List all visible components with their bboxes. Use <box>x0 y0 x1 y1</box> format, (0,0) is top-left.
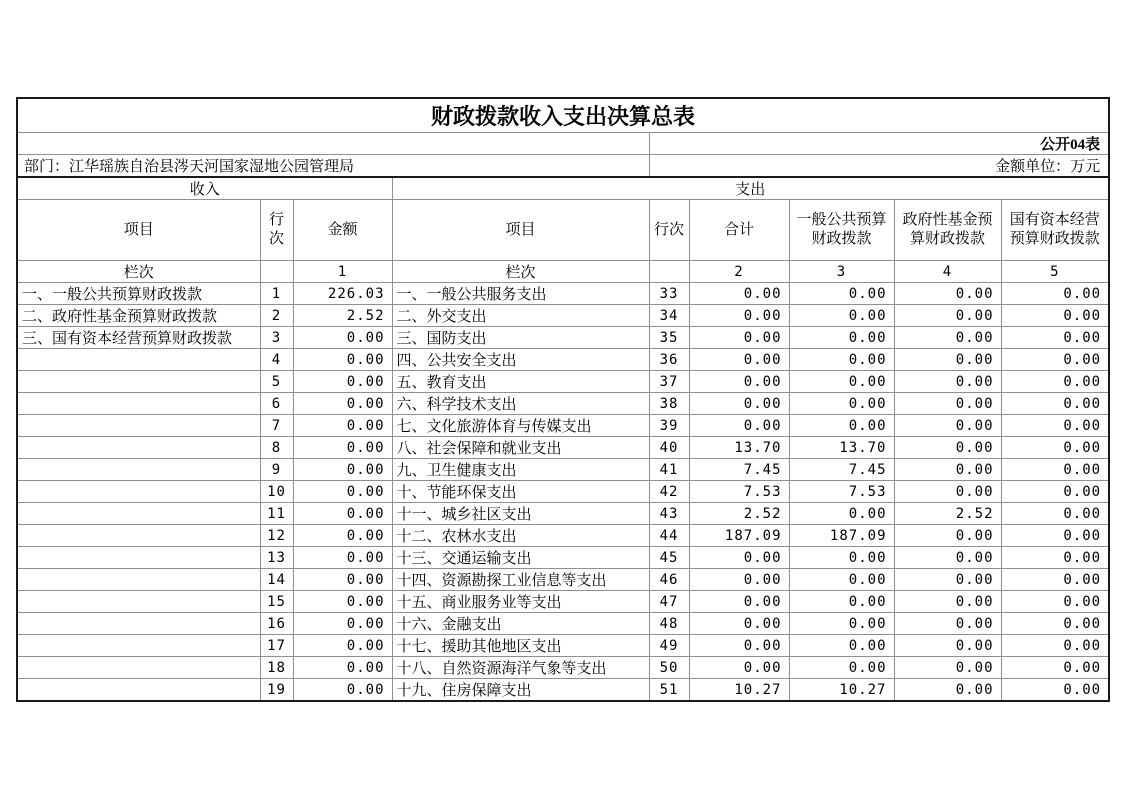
income-line-no-cell: 7 <box>260 415 293 437</box>
income-item-cell <box>17 613 260 635</box>
income-amount-cell: 0.00 <box>293 503 392 525</box>
income-column-no: 1 <box>293 261 392 283</box>
expense-fund-cell: 0.00 <box>894 613 1001 635</box>
income-line-no-cell: 18 <box>260 657 293 679</box>
column-index-spacer <box>260 261 293 283</box>
expense-fund-cell: 0.00 <box>894 305 1001 327</box>
income-amount-cell: 0.00 <box>293 657 392 679</box>
expense-item-cell: 一、一般公共服务支出 <box>392 283 649 305</box>
expense-total-cell: 0.00 <box>689 613 789 635</box>
expense-general-cell: 187.09 <box>789 525 894 547</box>
expense-line-no-cell: 50 <box>649 657 689 679</box>
expense-item-header: 项目 <box>392 200 649 261</box>
expense-capital-cell: 0.00 <box>1001 613 1109 635</box>
income-amount-cell: 0.00 <box>293 371 392 393</box>
income-item-cell <box>17 437 260 459</box>
expense-line-no-cell: 34 <box>649 305 689 327</box>
expense-general-cell: 0.00 <box>789 591 894 613</box>
expense-total-cell: 0.00 <box>689 327 789 349</box>
expense-total-cell: 0.00 <box>689 283 789 305</box>
expense-total-cell: 0.00 <box>689 393 789 415</box>
income-amount-cell: 0.00 <box>293 349 392 371</box>
income-amount-cell: 0.00 <box>293 525 392 547</box>
income-line-no-cell: 3 <box>260 327 293 349</box>
table-code-spacer <box>17 132 649 154</box>
expense-item-cell: 七、文化旅游体育与传媒支出 <box>392 415 649 437</box>
income-line-no-cell: 8 <box>260 437 293 459</box>
expense-fund-cell: 0.00 <box>894 349 1001 371</box>
income-item-cell <box>17 679 260 702</box>
expense-general-cell: 0.00 <box>789 393 894 415</box>
expense-capital-cell: 0.00 <box>1001 657 1109 679</box>
table-row <box>17 415 1109 437</box>
expense-line-no-cell: 49 <box>649 635 689 657</box>
table-row <box>17 613 1109 635</box>
expense-total-cell: 0.00 <box>689 547 789 569</box>
income-line-no-cell: 14 <box>260 569 293 591</box>
expense-general-cell: 0.00 <box>789 283 894 305</box>
income-item-cell <box>17 371 260 393</box>
expense-general-cell: 10.27 <box>789 679 894 702</box>
expense-general-cell: 0.00 <box>789 613 894 635</box>
expense-item-cell: 十、节能环保支出 <box>392 481 649 503</box>
expense-capital-cell: 0.00 <box>1001 305 1109 327</box>
income-line-no-cell: 15 <box>260 591 293 613</box>
expense-capital-cell: 0.00 <box>1001 393 1109 415</box>
table-row <box>17 481 1109 503</box>
expense-total-cell: 0.00 <box>689 569 789 591</box>
expense-line-no-cell: 46 <box>649 569 689 591</box>
expense-total-cell: 0.00 <box>689 371 789 393</box>
department-row <box>17 154 1109 177</box>
expense-line-no-cell: 39 <box>649 415 689 437</box>
income-amount-header: 金额 <box>293 200 392 261</box>
expense-capital-cell: 0.00 <box>1001 547 1109 569</box>
table-row <box>17 283 1109 305</box>
expense-capital-cell: 0.00 <box>1001 503 1109 525</box>
expense-line-no-cell: 35 <box>649 327 689 349</box>
income-amount-cell: 0.00 <box>293 393 392 415</box>
expense-column-no-5: 5 <box>1001 261 1109 283</box>
expense-line-no-cell: 33 <box>649 283 689 305</box>
expense-fund-cell: 0.00 <box>894 437 1001 459</box>
income-amount-cell: 2.52 <box>293 305 392 327</box>
income-item-cell: 一、一般公共预算财政拨款 <box>17 283 260 305</box>
expense-capital-cell: 0.00 <box>1001 525 1109 547</box>
table-row <box>17 657 1109 679</box>
expense-line-no-cell: 48 <box>649 613 689 635</box>
expense-capital-cell: 0.00 <box>1001 679 1109 702</box>
state-capital-budget-header: 国有资本经营预算财政拨款 <box>1001 200 1109 261</box>
expense-line-no-cell: 38 <box>649 393 689 415</box>
unit-label: 金额单位：万元 <box>649 154 1109 177</box>
income-item-cell <box>17 547 260 569</box>
income-amount-cell: 226.03 <box>293 283 392 305</box>
expense-fund-cell: 0.00 <box>894 327 1001 349</box>
income-amount-cell: 0.00 <box>293 547 392 569</box>
income-amount-cell: 0.00 <box>293 591 392 613</box>
expense-line-no-cell: 45 <box>649 547 689 569</box>
expense-capital-cell: 0.00 <box>1001 415 1109 437</box>
general-budget-header: 一般公共预算财政拨款 <box>789 200 894 261</box>
income-item-cell <box>17 459 260 481</box>
expense-fund-cell: 0.00 <box>894 569 1001 591</box>
expense-capital-cell: 0.00 <box>1001 459 1109 481</box>
income-item-cell <box>17 525 260 547</box>
expense-total-cell: 7.45 <box>689 459 789 481</box>
income-line-no-cell: 13 <box>260 547 293 569</box>
income-item-cell <box>17 481 260 503</box>
table-row <box>17 679 1109 702</box>
expense-section-banner: 支出 <box>392 177 1109 200</box>
expense-fund-cell: 0.00 <box>894 591 1001 613</box>
income-amount-cell: 0.00 <box>293 327 392 349</box>
income-item-cell: 三、国有资本经营预算财政拨款 <box>17 327 260 349</box>
expense-fund-cell: 0.00 <box>894 525 1001 547</box>
income-line-no-cell: 1 <box>260 283 293 305</box>
expense-fund-cell: 2.52 <box>894 503 1001 525</box>
expense-item-cell: 八、社会保障和就业支出 <box>392 437 649 459</box>
gov-fund-budget-header: 政府性基金预算财政拨款 <box>894 200 1001 261</box>
income-line-no-cell: 19 <box>260 679 293 702</box>
income-item-cell <box>17 657 260 679</box>
income-line-no-cell: 11 <box>260 503 293 525</box>
expense-fund-cell: 0.00 <box>894 415 1001 437</box>
table-row <box>17 591 1109 613</box>
expense-general-cell: 13.70 <box>789 437 894 459</box>
expense-fund-cell: 0.00 <box>894 635 1001 657</box>
expense-fund-cell: 0.00 <box>894 547 1001 569</box>
expense-capital-cell: 0.00 <box>1001 437 1109 459</box>
expense-general-cell: 7.53 <box>789 481 894 503</box>
expense-capital-cell: 0.00 <box>1001 569 1109 591</box>
section-banner-row <box>17 177 1109 200</box>
expense-total-cell: 187.09 <box>689 525 789 547</box>
expense-general-cell: 0.00 <box>789 503 894 525</box>
expense-item-cell: 九、卫生健康支出 <box>392 459 649 481</box>
expense-line-no-cell: 37 <box>649 371 689 393</box>
income-item-cell <box>17 415 260 437</box>
expense-total-cell: 0.00 <box>689 635 789 657</box>
table-row <box>17 503 1109 525</box>
income-amount-cell: 0.00 <box>293 437 392 459</box>
income-amount-cell: 0.00 <box>293 481 392 503</box>
table-row <box>17 305 1109 327</box>
expense-item-cell: 十四、资源勘探工业信息等支出 <box>392 569 649 591</box>
income-line-no-header: 行次 <box>260 200 293 261</box>
page-title: 财政拨款收入支出决算总表 <box>17 98 1109 132</box>
income-item-cell <box>17 503 260 525</box>
income-line-no-cell: 6 <box>260 393 293 415</box>
expense-fund-cell: 0.00 <box>894 481 1001 503</box>
income-item-cell: 二、政府性基金预算财政拨款 <box>17 305 260 327</box>
income-item-header: 项目 <box>17 200 260 261</box>
expense-total-cell: 10.27 <box>689 679 789 702</box>
expense-column-index-label: 栏次 <box>392 261 649 283</box>
income-line-no-cell: 10 <box>260 481 293 503</box>
expense-item-cell: 十五、商业服务业等支出 <box>392 591 649 613</box>
column-index-row <box>17 261 1109 283</box>
expense-total-cell: 0.00 <box>689 415 789 437</box>
expense-line-no-cell: 42 <box>649 481 689 503</box>
expense-fund-cell: 0.00 <box>894 657 1001 679</box>
expense-general-cell: 7.45 <box>789 459 894 481</box>
income-line-no-cell: 5 <box>260 371 293 393</box>
expense-line-no-header: 行次 <box>649 200 689 261</box>
expense-total-cell: 7.53 <box>689 481 789 503</box>
table-row <box>17 371 1109 393</box>
expense-column-no-3: 3 <box>789 261 894 283</box>
expense-line-no-cell: 51 <box>649 679 689 702</box>
expense-item-cell: 十二、农林水支出 <box>392 525 649 547</box>
title-row <box>17 98 1109 132</box>
expense-capital-cell: 0.00 <box>1001 481 1109 503</box>
expense-column-no-2: 2 <box>689 261 789 283</box>
expense-column-no-4: 4 <box>894 261 1001 283</box>
expense-total-cell: 2.52 <box>689 503 789 525</box>
table-row <box>17 569 1109 591</box>
expense-line-no-cell: 44 <box>649 525 689 547</box>
expense-general-cell: 0.00 <box>789 569 894 591</box>
expense-capital-cell: 0.00 <box>1001 635 1109 657</box>
expense-item-cell: 五、教育支出 <box>392 371 649 393</box>
expense-capital-cell: 0.00 <box>1001 591 1109 613</box>
expense-general-cell: 0.00 <box>789 657 894 679</box>
expense-capital-cell: 0.00 <box>1001 371 1109 393</box>
expense-item-cell: 十七、援助其他地区支出 <box>392 635 649 657</box>
table-code-label: 公开04表 <box>649 132 1109 154</box>
expense-item-cell: 十六、金融支出 <box>392 613 649 635</box>
expense-item-cell: 十九、住房保障支出 <box>392 679 649 702</box>
expense-total-cell: 0.00 <box>689 591 789 613</box>
expense-item-cell: 三、国防支出 <box>392 327 649 349</box>
income-section-banner: 收入 <box>17 177 392 200</box>
expense-line-no-cell: 36 <box>649 349 689 371</box>
department-label: 部门：江华瑶族自治县涔天河国家湿地公园管理局 <box>17 154 649 177</box>
income-line-no-cell: 17 <box>260 635 293 657</box>
expense-fund-cell: 0.00 <box>894 459 1001 481</box>
expense-fund-cell: 0.00 <box>894 283 1001 305</box>
income-amount-cell: 0.00 <box>293 569 392 591</box>
expense-general-cell: 0.00 <box>789 371 894 393</box>
expense-general-cell: 0.00 <box>789 327 894 349</box>
income-line-no-cell: 9 <box>260 459 293 481</box>
table-code-row <box>17 132 1109 154</box>
expense-capital-cell: 0.00 <box>1001 349 1109 371</box>
expense-general-cell: 0.00 <box>789 547 894 569</box>
income-amount-cell: 0.00 <box>293 415 392 437</box>
income-line-no-cell: 12 <box>260 525 293 547</box>
expense-general-cell: 0.00 <box>789 635 894 657</box>
expense-general-cell: 0.00 <box>789 415 894 437</box>
expense-general-cell: 0.00 <box>789 305 894 327</box>
expense-item-cell: 十三、交通运输支出 <box>392 547 649 569</box>
expense-item-cell: 二、外交支出 <box>392 305 649 327</box>
expense-fund-cell: 0.00 <box>894 371 1001 393</box>
income-amount-cell: 0.00 <box>293 635 392 657</box>
expense-fund-cell: 0.00 <box>894 679 1001 702</box>
income-line-no-cell: 2 <box>260 305 293 327</box>
income-item-cell <box>17 591 260 613</box>
income-item-cell <box>17 569 260 591</box>
income-item-cell <box>17 393 260 415</box>
column-index-spacer <box>649 261 689 283</box>
expense-line-no-cell: 41 <box>649 459 689 481</box>
fiscal-appropriation-table <box>16 97 1110 702</box>
expense-total-cell: 13.70 <box>689 437 789 459</box>
expense-capital-cell: 0.00 <box>1001 283 1109 305</box>
table-row <box>17 525 1109 547</box>
expense-total-cell: 0.00 <box>689 657 789 679</box>
table-row <box>17 393 1109 415</box>
column-header-row <box>17 200 1109 261</box>
expense-item-cell: 十八、自然资源海洋气象等支出 <box>392 657 649 679</box>
table-row <box>17 635 1109 657</box>
expense-line-no-cell: 47 <box>649 591 689 613</box>
income-item-cell <box>17 349 260 371</box>
expense-capital-cell: 0.00 <box>1001 327 1109 349</box>
expense-total-cell: 0.00 <box>689 349 789 371</box>
income-line-no-cell: 4 <box>260 349 293 371</box>
expense-item-cell: 四、公共安全支出 <box>392 349 649 371</box>
table-row <box>17 459 1109 481</box>
income-amount-cell: 0.00 <box>293 459 392 481</box>
expense-line-no-cell: 43 <box>649 503 689 525</box>
table-row <box>17 547 1109 569</box>
expense-total-header: 合计 <box>689 200 789 261</box>
expense-line-no-cell: 40 <box>649 437 689 459</box>
expense-fund-cell: 0.00 <box>894 393 1001 415</box>
income-item-cell <box>17 635 260 657</box>
income-amount-cell: 0.00 <box>293 679 392 702</box>
expense-item-cell: 六、科学技术支出 <box>392 393 649 415</box>
expense-item-cell: 十一、城乡社区支出 <box>392 503 649 525</box>
table-row <box>17 437 1109 459</box>
income-column-index-label: 栏次 <box>17 261 260 283</box>
income-line-no-cell: 16 <box>260 613 293 635</box>
table-row <box>17 327 1109 349</box>
expense-total-cell: 0.00 <box>689 305 789 327</box>
income-amount-cell: 0.00 <box>293 613 392 635</box>
table-row <box>17 349 1109 371</box>
expense-general-cell: 0.00 <box>789 349 894 371</box>
